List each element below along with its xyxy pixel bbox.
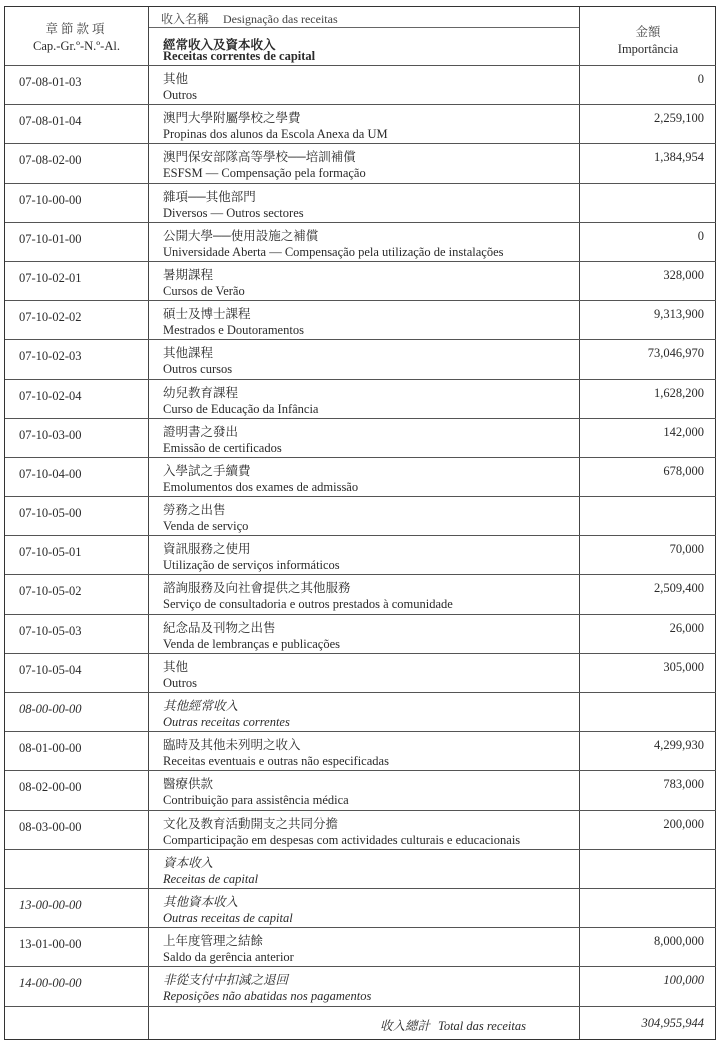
row-desc-pt: Outros cursos: [163, 362, 233, 377]
row-desc-zh: 醫療供款: [163, 777, 214, 792]
row-desc-zh: 其他課程: [163, 346, 214, 361]
row-description: [163, 972, 371, 1004]
row-description: [163, 894, 293, 926]
table-row: [5, 496, 716, 535]
table-row: [5, 379, 716, 418]
row-code: 13-01-00-00: [19, 937, 82, 952]
row-desc-pt: Curso de Educação da Infância: [163, 401, 319, 416]
row-amount: 0: [697, 72, 704, 86]
row-code: 07-10-05-02: [19, 584, 82, 599]
row-desc-pt: Venda de lembranças e publicações: [163, 636, 341, 651]
row-code: 08-02-00-00: [19, 780, 82, 795]
row-amount: 305,000: [663, 659, 704, 674]
row-description: [163, 189, 304, 221]
row-desc-pt: Receitas de capital: [163, 871, 259, 886]
row-amount: 26,000: [669, 620, 704, 635]
row-amount: 2,509,400: [654, 581, 704, 596]
row-desc-zh: 暑期課程: [163, 267, 214, 282]
row-code: 07-10-04-00: [19, 466, 82, 481]
total-row: [5, 1006, 716, 1040]
row-description: [163, 541, 340, 573]
row-desc-pt: Outras receitas correntes: [163, 715, 290, 729]
row-code: 07-10-05-00: [19, 506, 82, 521]
row-desc-zh: 資訊服務之使用: [163, 542, 251, 557]
row-description: [163, 385, 318, 417]
row-desc-pt: Cursos de Verão: [163, 283, 245, 298]
row-amount: 142,000: [663, 424, 704, 439]
row-amount: 8,000,000: [654, 934, 704, 949]
row-amount: 70,000: [669, 542, 704, 557]
row-amount: 200,000: [663, 816, 704, 831]
header-description-title: [161, 10, 338, 27]
revenue-table: [4, 6, 716, 1040]
row-code: 07-10-03-00: [19, 427, 82, 442]
table-row: [5, 457, 716, 496]
row-description: [163, 149, 366, 181]
row-description: [163, 620, 340, 652]
total-amount: 304,955,944: [641, 1015, 704, 1030]
total-label-pt: Total das receitas: [438, 1018, 526, 1033]
row-desc-pt: Propinas dos alunos da Escola Anexa da UM: [163, 127, 388, 142]
table-row: [5, 653, 716, 692]
row-desc-pt: Mestrados e Doutoramentos: [163, 323, 304, 338]
table-row: [5, 614, 716, 653]
table-row: [5, 222, 716, 261]
row-desc-pt: Utilização de serviços informáticos: [163, 558, 340, 573]
table-body: [5, 65, 716, 1040]
table-row: [5, 731, 716, 770]
row-code: 07-10-01-00: [19, 231, 82, 246]
row-code: 07-10-02-04: [19, 388, 82, 403]
row-desc-pt: Reposições não abatidas nos pagamentos: [163, 989, 372, 1004]
table-row: [5, 65, 716, 104]
row-desc-zh: 上年度管理之結餘: [163, 934, 264, 949]
row-description: [163, 816, 520, 848]
row-description: [163, 698, 290, 730]
row-code: 07-10-02-01: [19, 270, 82, 285]
header-code-column: [5, 7, 148, 65]
row-desc-zh: 澳門大學附屬學校之學費: [163, 111, 301, 126]
table-row: [5, 418, 716, 457]
table-row: [5, 966, 716, 1005]
table-row: [5, 535, 716, 574]
row-code: 14-00-00-00: [19, 976, 82, 991]
total-label-zh: 收入總計: [380, 1018, 431, 1033]
row-desc-pt: Receitas eventuais e outras não especificadas: [163, 754, 389, 769]
row-description: [163, 424, 282, 456]
header-description-zh: 收入名稱: [161, 12, 210, 26]
header-code-zh: 章節款項: [45, 22, 108, 36]
row-desc-zh: 證明書之發出: [163, 424, 239, 439]
row-code: 07-10-00-00: [19, 192, 82, 207]
row-amount: 100,000: [663, 973, 704, 988]
row-amount: 0: [697, 228, 704, 243]
row-desc-pt: Outras receitas de capital: [163, 910, 293, 925]
row-desc-zh: 幼兒教育課程: [163, 385, 239, 400]
row-amount: 4,299,930: [654, 738, 704, 753]
row-code: 08-00-00-00: [19, 702, 82, 716]
row-desc-pt: Universidade Aberta — Compensação pela utilização de instalações: [163, 244, 504, 259]
row-code: 07-10-05-04: [19, 662, 82, 677]
row-desc-pt: Emolumentos dos exames de admissão: [163, 479, 359, 494]
row-desc-pt: Saldo da gerência anterior: [163, 950, 294, 965]
row-desc-pt: ESFSM — Compensação pela formação: [163, 166, 366, 181]
row-desc-zh: 文化及教育活動開支之共同分擔: [163, 816, 339, 831]
header-amount-pt: Importância: [617, 42, 679, 56]
row-desc-zh: 入學試之手續費: [163, 463, 251, 478]
row-desc-zh: 公開大學──使用設施之補償: [163, 228, 319, 243]
table-row: [5, 692, 716, 731]
table-row: [5, 143, 716, 182]
table-row: [5, 810, 716, 849]
row-code: 07-08-01-03: [19, 75, 82, 89]
header-description-pt: Designação das receitas: [223, 12, 338, 26]
row-desc-pt: Emissão de certificados: [163, 440, 282, 455]
row-code: 07-08-02-00: [19, 153, 82, 168]
row-description: [163, 502, 248, 534]
table-row: [5, 183, 716, 222]
table-row: [5, 770, 716, 809]
row-desc-zh: 勞務之出售: [163, 503, 226, 518]
row-amount: 73,046,970: [647, 346, 704, 361]
row-desc-zh: 其他: [163, 72, 189, 86]
table-row: [5, 849, 716, 888]
row-desc-zh: 非從支付中扣減之退回: [163, 973, 289, 988]
row-desc-pt: Contribuição para assistência médica: [163, 793, 349, 808]
row-description: [163, 306, 304, 338]
row-description: [163, 933, 294, 965]
row-amount: 2,259,100: [654, 111, 704, 126]
section-title-zh: 經常收入及資本收入: [163, 38, 276, 52]
row-desc-zh: 臨時及其他未列明之收入: [163, 738, 301, 753]
row-desc-zh: 諮詢服務及向社會提供之其他服務: [163, 581, 351, 596]
row-amount: 328,000: [663, 267, 704, 282]
row-description: [163, 580, 453, 612]
row-description: [163, 855, 258, 887]
row-desc-pt: Comparticipação em despesas com actividades culturais e educacionais: [163, 832, 521, 847]
row-code: 07-08-01-04: [19, 114, 82, 129]
table-row: [5, 574, 716, 613]
row-code: 08-03-00-00: [19, 819, 82, 834]
row-desc-pt: Outros: [163, 675, 198, 690]
row-desc-zh: 資本收入: [163, 855, 214, 870]
total-label: [380, 1016, 526, 1034]
table-row: [5, 888, 716, 927]
header-code-pt: Cap.-Gr.º-N.º-Al.: [33, 39, 120, 53]
table-row: [5, 339, 716, 378]
row-description: [163, 463, 358, 495]
row-amount: 678,000: [663, 463, 704, 478]
table-row: [5, 104, 716, 143]
table-row: [5, 261, 716, 300]
row-desc-pt: Outros: [163, 88, 198, 102]
row-desc-zh: 雜項──其他部門: [163, 189, 256, 204]
header-description-column: [149, 7, 579, 65]
row-description: [163, 110, 388, 142]
row-amount: 1,384,954: [654, 150, 704, 165]
row-amount: 9,313,900: [654, 307, 704, 322]
row-description: [163, 659, 197, 691]
header-amount-zh: 金額: [635, 25, 661, 39]
row-description: [163, 737, 389, 769]
row-desc-zh: 其他: [163, 659, 189, 674]
row-description: [163, 345, 232, 377]
row-description: [163, 776, 349, 808]
row-desc-pt: Diversos — Outros sectores: [163, 205, 304, 220]
row-desc-zh: 其他資本收入: [163, 894, 239, 909]
header-divider: [149, 27, 579, 28]
row-code: 07-10-02-03: [19, 349, 82, 364]
row-amount: 1,628,200: [654, 385, 704, 400]
row-code: 08-01-00-00: [19, 741, 82, 756]
row-desc-zh: 其他經常收入: [163, 699, 239, 713]
row-description: [163, 71, 197, 103]
section-title-pt: Receitas correntes de capital: [163, 49, 316, 63]
row-desc-zh: 碩士及博士課程: [163, 307, 251, 322]
row-code: 07-10-05-03: [19, 623, 82, 638]
row-description: [163, 267, 245, 299]
table-row: [5, 300, 716, 339]
row-code: 07-10-02-02: [19, 310, 82, 325]
header-amount-column: [580, 7, 716, 65]
row-desc-pt: Venda de serviço: [163, 519, 249, 534]
row-desc-pt: Serviço de consultadoria e outros prestados à comunidade: [163, 597, 453, 612]
row-code: 07-10-05-01: [19, 545, 82, 560]
row-description: [163, 228, 504, 260]
row-amount: 783,000: [663, 777, 704, 792]
table-row: [5, 927, 716, 966]
row-code: 13-00-00-00: [19, 897, 82, 912]
row-desc-zh: 澳門保安部隊高等學校──培訓補償: [163, 150, 356, 165]
row-desc-zh: 紀念品及刊物之出售: [163, 620, 276, 635]
